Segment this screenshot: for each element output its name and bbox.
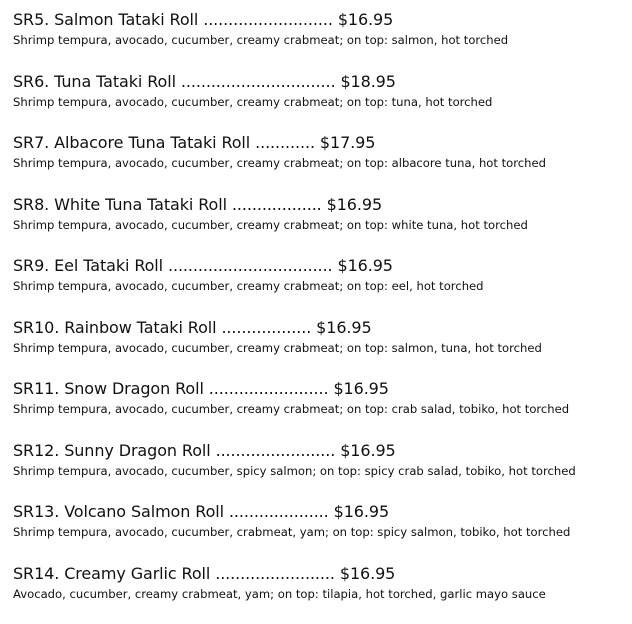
menu-item-description: Shrimp tempura, avocado, cucumber, creamy crabmeat; on top: crab salad, tobiko, hot torched	[13, 401, 632, 417]
menu-item-title: SR5. Salmon Tataki Roll .......................... $16.95	[13, 9, 632, 31]
menu-item-sr14	[13, 563, 632, 624]
menu-item-description: Avocado, cucumber, creamy crabmeat, yam; on top: tilapia, hot torched, garlic mayo sauce	[13, 586, 632, 602]
menu-item-sr13	[13, 501, 632, 563]
menu-item-sr6	[13, 71, 632, 133]
menu-item-description: Shrimp tempura, avocado, cucumber, creamy crabmeat; on top: salmon, hot torched	[13, 32, 632, 48]
menu-item-sr8	[13, 194, 632, 256]
menu-item-description: Shrimp tempura, avocado, cucumber, creamy crabmeat; on top: tuna, hot torched	[13, 94, 632, 110]
menu-item-title: SR13. Volcano Salmon Roll .................... $16.95	[13, 501, 632, 523]
menu-item-sr12	[13, 440, 632, 502]
menu-item-description: Shrimp tempura, avocado, cucumber, creamy crabmeat; on top: eel, hot torched	[13, 278, 632, 294]
menu-item-description: Shrimp tempura, avocado, cucumber, spicy salmon; on top: spicy crab salad, tobiko, hot torched	[13, 463, 632, 479]
menu-item-title: SR10. Rainbow Tataki Roll .................. $16.95	[13, 317, 632, 339]
menu-item-title: SR7. Albacore Tuna Tataki Roll ............ $17.95	[13, 132, 632, 154]
menu-item-sr9	[13, 255, 632, 317]
menu-item-description: Shrimp tempura, avocado, cucumber, crabmeat, yam; on top: spicy salmon, tobiko, hot torched	[13, 524, 632, 540]
menu-item-title: SR14. Creamy Garlic Roll ........................ $16.95	[13, 563, 632, 585]
menu-item-title: SR12. Sunny Dragon Roll ........................ $16.95	[13, 440, 632, 462]
menu-item-sr7	[13, 132, 632, 194]
menu-item-description: Shrimp tempura, avocado, cucumber, creamy crabmeat; on top: albacore tuna, hot torched	[13, 155, 632, 171]
menu-item-description: Shrimp tempura, avocado, cucumber, creamy crabmeat; on top: white tuna, hot torched	[13, 217, 632, 233]
menu-item-title: SR6. Tuna Tataki Roll ............................... $18.95	[13, 71, 632, 93]
menu-item-description: Shrimp tempura, avocado, cucumber, creamy crabmeat; on top: salmon, tuna, hot torched	[13, 340, 632, 356]
menu-item-sr10	[13, 317, 632, 379]
menu-item-title: SR8. White Tuna Tataki Roll .................. $16.95	[13, 194, 632, 216]
menu-item-title: SR9. Eel Tataki Roll ................................. $16.95	[13, 255, 632, 277]
menu-item-sr5	[13, 9, 632, 71]
menu-item-sr11	[13, 378, 632, 440]
menu-item-title: SR11. Snow Dragon Roll ........................ $16.95	[13, 378, 632, 400]
